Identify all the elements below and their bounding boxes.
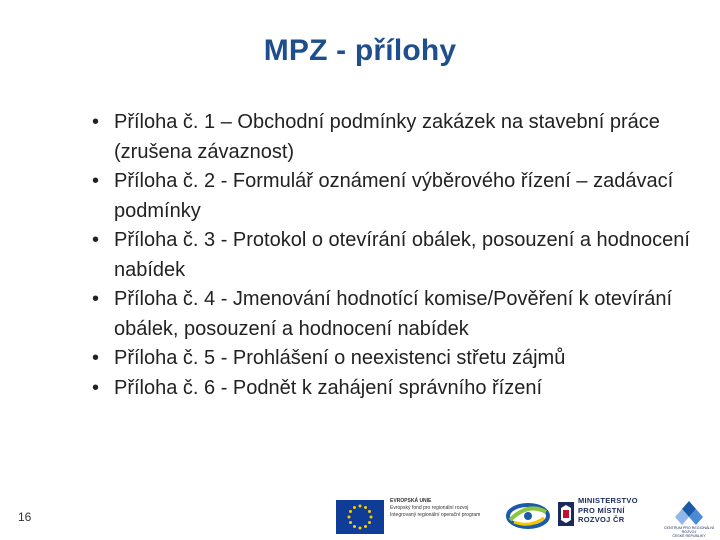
slide-title: MPZ - přílohy [263, 34, 457, 67]
footer [0, 488, 720, 540]
bullet-text: Příloha č. 3 - Protokol o otevírání obálek, posouzení a hodnocení nabídek [114, 229, 690, 281]
page-number: 16 [18, 510, 32, 524]
eu-name: EVROPSKÁ UNIE [390, 498, 432, 504]
list-item [92, 285, 692, 344]
bullet-icon: • [92, 288, 100, 310]
ministry-line-1: MINISTERSTVO [578, 496, 638, 505]
bullet-icon: • [92, 347, 100, 369]
ministry-line-2: PRO MÍSTNÍ [578, 505, 625, 515]
list-item [92, 226, 692, 285]
list-item [92, 344, 692, 374]
eu-text [390, 498, 500, 519]
bullet-icon: • [92, 170, 100, 192]
list-item [92, 374, 692, 404]
bullet-text: Příloha č. 4 - Jmenování hodnotící komise/Pověření k otevírání obálek, posouzení a hodnocení nabídek [114, 288, 673, 340]
list-item [92, 167, 692, 226]
ministry-line-3: ROZVOJ ČR [578, 515, 625, 524]
bullet-icon: • [92, 111, 100, 133]
bullet-list [92, 108, 692, 403]
bullet-icon: • [92, 229, 100, 251]
eu-fund: Evropský fond pro regionální rozvoj [390, 505, 469, 511]
list-item [92, 108, 692, 167]
bullet-text: Příloha č. 2 - Formulář oznámení výběrového řízení – zadávací podmínky [114, 170, 674, 222]
crr-line-2: ČESKÉ REPUBLIKY [672, 534, 706, 538]
irop-logo-icon [504, 498, 552, 534]
ministry-emblem-icon [558, 502, 574, 526]
bullet-text: Příloha č. 6 - Podnět k zahájení správního řízení [114, 376, 543, 399]
eu-program: Integrovaný regionální operační program [390, 512, 481, 518]
eu-flag-icon [336, 500, 384, 534]
bullet-text: Příloha č. 1 – Obchodní podmínky zakázek na stavební práce (zrušena závaznost) [114, 111, 660, 163]
bullet-icon: • [92, 376, 100, 399]
bullet-text: Příloha č. 5 - Prohlášení o neexistenci střetu zájmů [114, 347, 566, 369]
ministry-text [578, 496, 658, 525]
crr-text [658, 526, 720, 538]
crr-line-1: CENTRUM PRO REGIONÁLNÍ ROZVOJ [664, 526, 714, 534]
